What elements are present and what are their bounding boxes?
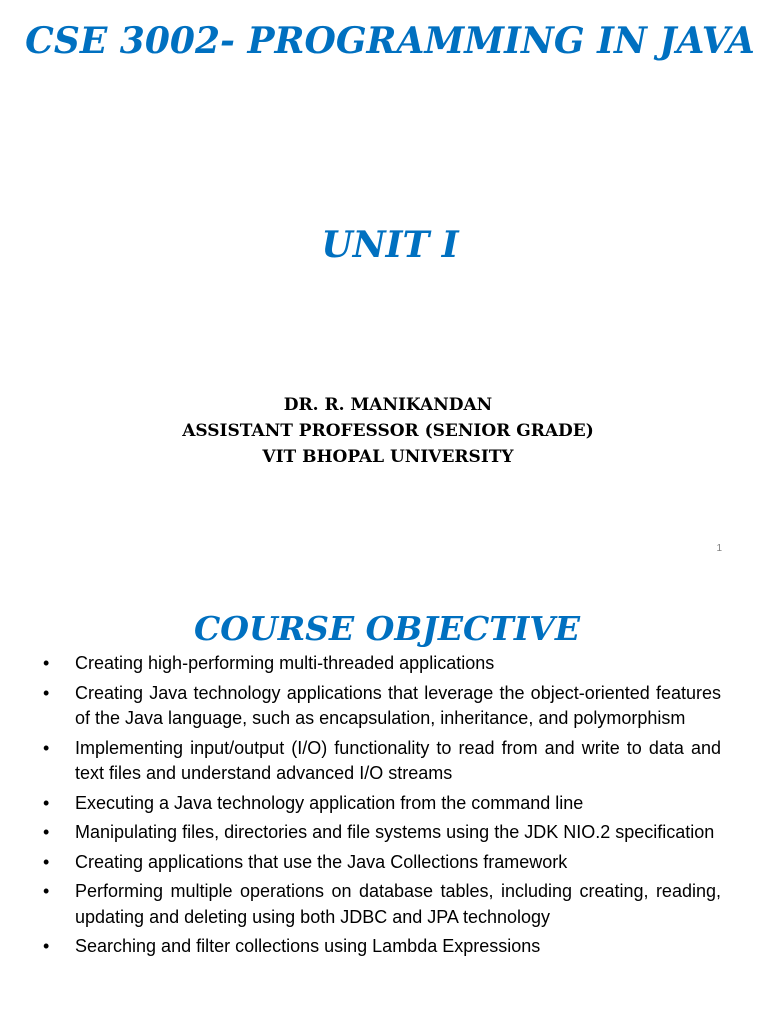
page-number: 1: [716, 543, 722, 554]
objective-item: • Creating high-performing multi-threaded applications: [0, 651, 768, 677]
author-designation: ASSISTANT PROFESSOR (SENIOR GRADE): [182, 421, 594, 441]
objective-item: • Manipulating files, directories and file systems using the JDK NIO.2 specification: [0, 820, 768, 846]
objectives-list: [0, 651, 768, 964]
objective-item: • Creating applications that use the Java Collections framework: [0, 850, 768, 876]
objectives-slide: [0, 572, 768, 1024]
objective-item: • Creating Java technology applications that leverage the object-oriented features of the Java language, such as encapsulation, inheritance, and polymorphism: [0, 681, 768, 732]
unit-title: UNIT I: [321, 224, 459, 266]
author-institution: VIT BHOPAL UNIVERSITY: [262, 447, 514, 467]
course-title: CSE 3002- PROGRAMMING IN JAVA: [25, 20, 755, 62]
section-title: COURSE OBJECTIVE: [193, 609, 581, 648]
author-block: [0, 392, 768, 470]
objective-item: • Executing a Java technology application from the command line: [0, 791, 768, 817]
objective-item: • Searching and filter collections using Lambda Expressions: [0, 934, 768, 960]
author-name: DR. R. MANIKANDAN: [283, 395, 493, 415]
objective-item: • Performing multiple operations on database tables, including creating, reading, updating and deleting using both JDBC and JPA technology: [0, 879, 768, 930]
objective-item: • Implementing input/output (I/O) functionality to read from and write to data and text files and understand advanced I/O streams: [0, 736, 768, 787]
